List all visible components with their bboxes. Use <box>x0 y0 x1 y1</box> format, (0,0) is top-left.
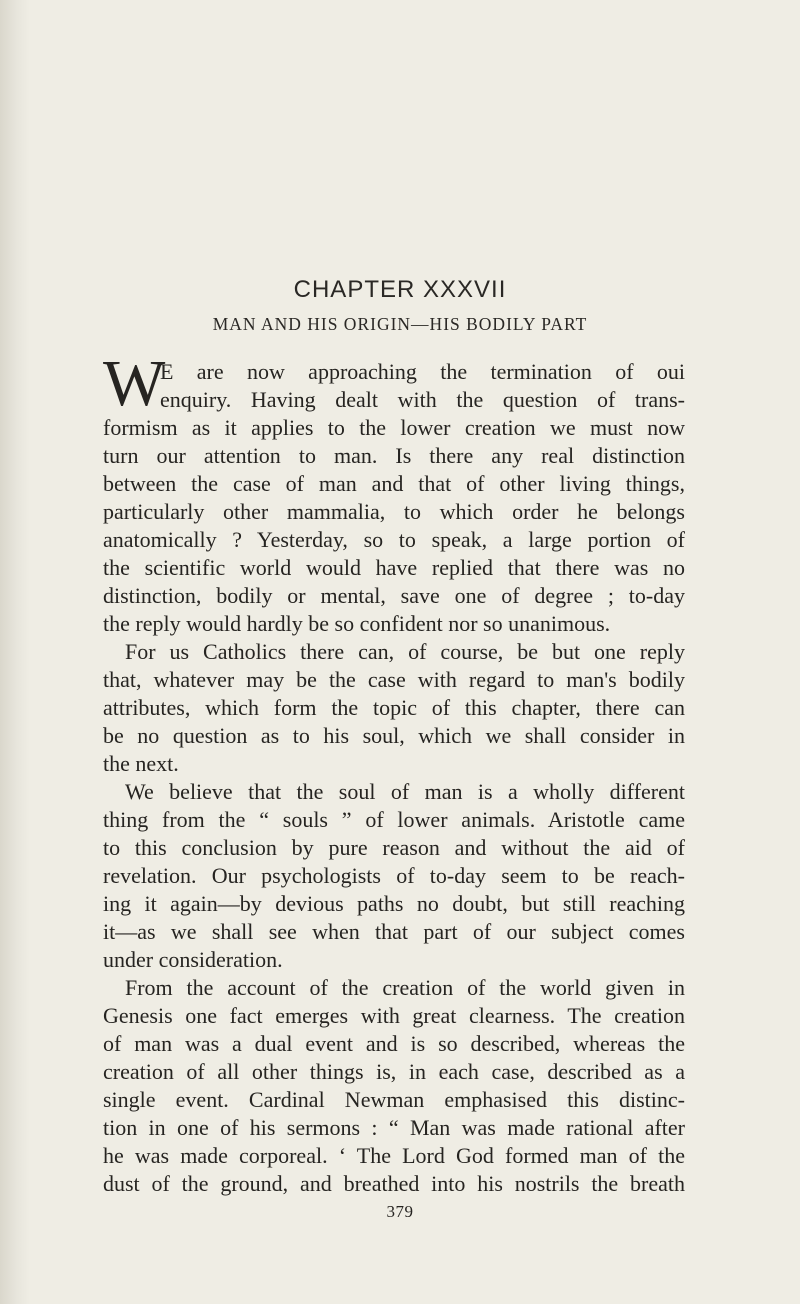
text-line: Genesis one fact emerges with great clearness. The creation <box>103 1003 685 1028</box>
chapter-heading: CHAPTER XXXVII <box>293 276 507 303</box>
text-line: to this conclusion by pure reason and without the aid of <box>103 835 685 860</box>
text-line: thing from the “ souls ” of lower animals. Aristotle came <box>103 807 685 832</box>
page-edge-shadow <box>0 0 30 1304</box>
text-line: the reply would hardly be so confident nor so unanimous. <box>103 611 611 636</box>
text-line: creation of all other things is, in each case, described as a <box>103 1059 685 1084</box>
text-line: tion in one of his sermons : “ Man was made rational after <box>103 1115 685 1140</box>
text-line: E are now approaching the termination of oui <box>160 359 685 384</box>
text-line: dust of the ground, and breathed into his nostrils the breath <box>103 1171 685 1196</box>
text-line: it—as we shall see when that part of our subject comes <box>103 919 685 944</box>
text-line: formism as it applies to the lower creation we must now <box>103 415 685 440</box>
drop-cap: W <box>103 347 166 420</box>
text-line: enquiry. Having dealt with the question of trans- <box>160 387 685 412</box>
text-line: revelation. Our psychologists of to-day seem to be reach- <box>103 863 685 888</box>
text-line: turn our attention to man. Is there any real distinction <box>103 443 685 468</box>
text-line: For us Catholics there can, of course, be but one reply <box>125 639 685 664</box>
text-line: of man was a dual event and is so described, whereas the <box>103 1031 685 1056</box>
text-line: From the account of the creation of the world given in <box>125 975 685 1000</box>
text-line: that, whatever may be the case with regard to man's bodily <box>103 667 685 692</box>
text-line: ing it again—by devious paths no doubt, but still reaching <box>103 891 685 916</box>
text-line: the scientific world would have replied that there was no <box>103 555 685 580</box>
text-line: between the case of man and that of other living things, <box>103 471 685 496</box>
text-line: We believe that the soul of man is a wholly different <box>125 779 685 804</box>
text-line: anatomically ? Yesterday, so to speak, a large portion of <box>103 527 685 552</box>
text-line: he was made corporeal. ‘ The Lord God formed man of the <box>103 1143 685 1168</box>
text-line: single event. Cardinal Newman emphasised this distinc- <box>103 1087 685 1112</box>
text-line: under consideration. <box>103 947 283 972</box>
chapter-title: MAN AND HIS ORIGIN—HIS BODILY PART <box>212 314 588 334</box>
page-number: 379 <box>386 1202 414 1221</box>
text-line: be no question as to his soul, which we shall consider in <box>103 723 685 748</box>
text-line: distinction, bodily or mental, save one of degree ; to-day <box>103 583 685 608</box>
text-line: the next. <box>103 751 179 776</box>
text-line: particularly other mammalia, to which order he belongs <box>103 499 685 524</box>
text-line: attributes, which form the topic of this chapter, there can <box>103 695 685 720</box>
